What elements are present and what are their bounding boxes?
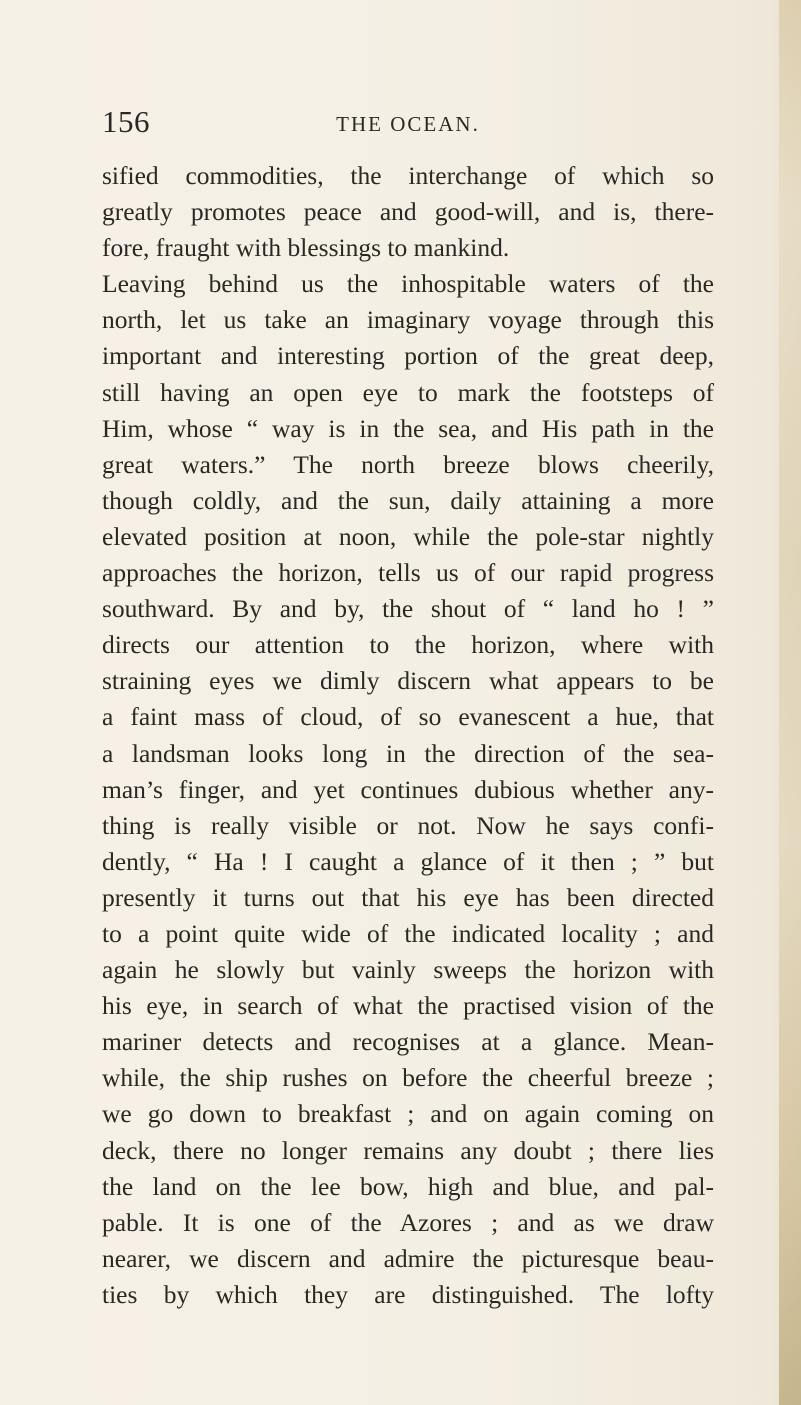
text-line: directs our attention to the horizon, where with: [102, 630, 714, 660]
text-line: greatly promotes peace and good-will, and is, there-: [102, 197, 714, 227]
text-line: to a point quite wide of the indicated locality ; and: [102, 918, 714, 948]
text-line: important and interesting portion of the great deep,: [102, 341, 714, 371]
text-line: elevated position at noon, while the pole-star nightly: [102, 521, 714, 551]
text-line: though coldly, and the sun, daily attaining a more: [102, 485, 714, 515]
text-line: great waters.” The north breeze blows cheerily,: [102, 449, 714, 479]
text-line: fore, fraught with blessings to mankind.: [102, 233, 510, 263]
text-line: Leaving behind us the inhospitable waters of the: [102, 269, 714, 299]
text-line: while, the ship rushes on before the cheerful breeze ;: [102, 1063, 714, 1093]
text-line: north, let us take an imaginary voyage through this: [102, 305, 714, 335]
text-line: a faint mass of cloud, of so evanescent a hue, that: [102, 702, 714, 732]
body-text: [102, 158, 714, 1313]
page-edge-stain: [779, 0, 801, 1405]
text-line: the land on the lee bow, high and blue, and pal-: [102, 1171, 714, 1201]
text-line: we go down to breakfast ; and on again coming on: [102, 1099, 714, 1129]
text-line: Him, whose “ way is in the sea, and His path in the: [102, 413, 714, 443]
text-line: ties by which they are distinguished. The lofty: [102, 1279, 714, 1309]
text-line: thing is really visible or not. Now he says confi-: [102, 810, 714, 840]
text-line: mariner detects and recognises at a glance. Mean-: [102, 1027, 714, 1057]
text-line: again he slowly but vainly sweeps the horizon with: [102, 955, 714, 985]
text-line: deck, there no longer remains any doubt ; there lies: [102, 1135, 714, 1165]
page-header: [102, 102, 714, 142]
text-line: nearer, we discern and admire the picturesque beau-: [102, 1243, 714, 1273]
text-line: man’s finger, and yet continues dubious whether any-: [102, 774, 714, 804]
text-line: approaches the horizon, tells us of our rapid progress: [102, 558, 714, 588]
text-line: a landsman looks long in the direction of the sea-: [102, 738, 714, 768]
text-line: still having an open eye to mark the footsteps of: [102, 377, 714, 407]
text-line: southward. By and by, the shout of “ land ho ! ”: [102, 594, 714, 624]
text-line: sified commodities, the interchange of which so: [102, 161, 714, 190]
text-line: dently, “ Ha ! I caught a glance of it then ; ” but: [102, 846, 714, 876]
text-line: pable. It is one of the Azores ; and as we draw: [102, 1207, 714, 1237]
text-line: his eye, in search of what the practised vision of the: [102, 991, 714, 1021]
running-head: THE OCEAN.: [336, 112, 480, 136]
page-number: 156: [102, 104, 150, 139]
text-line: presently it turns out that his eye has been directed: [102, 882, 714, 912]
text-line: straining eyes we dimly discern what appears to be: [102, 666, 714, 696]
